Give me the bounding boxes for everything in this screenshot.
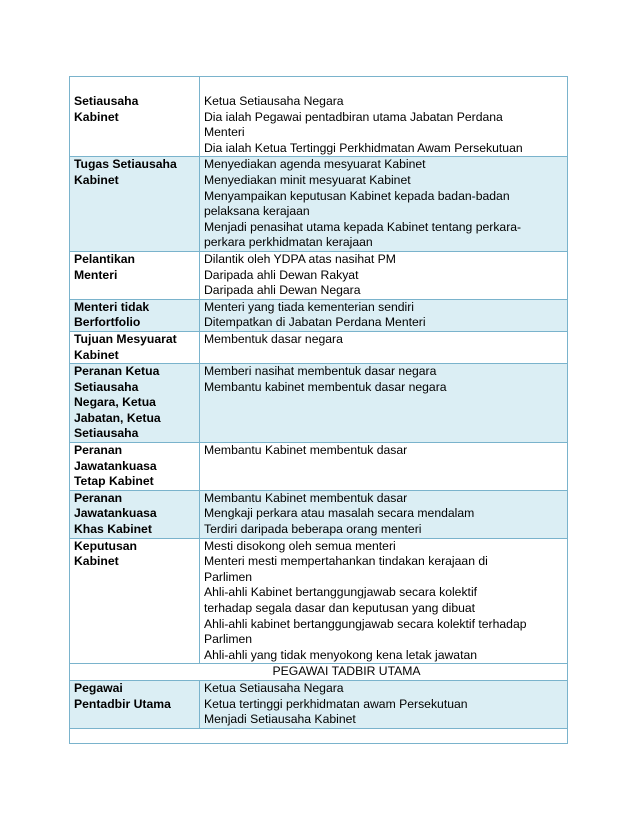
label-line: Berfortfolio [74,315,141,330]
description-line: Menteri yang tiada kementerian sendiri [204,299,415,314]
row-description [200,364,568,443]
description-line: Menteri [204,125,245,140]
section-title: PEGAWAI TADBIR UTAMA [70,664,568,681]
description-line: Menteri mesti mempertahankan tindakan kerajaan di [204,554,488,569]
label-line: Pegawai [74,680,123,695]
description-line: Dia ialah Ketua Tertinggi Perkhidmatan Awam Persekutuan [204,140,523,155]
description-line: Ketua Setiausaha Negara [204,94,344,108]
description-line: pelaksana kerajaan [204,204,310,219]
table-row [70,490,568,538]
row-description [200,77,568,157]
row-description [200,299,568,331]
description-line: Ahli-ahli yang tidak menyokong kena letak jawatan [204,647,478,662]
row-label [70,331,200,363]
label-line: Kabinet [74,109,119,124]
label-line: Setiausaha [74,379,139,394]
description-line: Terdiri daripada beberapa orang menteri [204,522,422,537]
row-label [70,538,200,664]
description-line: Ketua tertinggi perkhidmatan awam Persekutuan [204,696,468,711]
table-row [70,77,568,157]
row-description [200,490,568,538]
cabinet-notes-table [69,76,568,744]
description-line: Memberi nasihat membentuk dasar negara [204,364,437,379]
label-line: Peranan [74,443,123,458]
label-line: Peranan [74,490,123,505]
description-line: Dia ialah Pegawai pentadbiran utama Jabatan Perdana [204,109,503,124]
label-line: Tetap Kabinet [74,474,154,489]
label-line: Menteri tidak [74,299,150,314]
label-line: Pentadbir Utama [74,696,171,711]
label-line: Negara, Ketua [74,395,156,410]
description-line: Membantu kabinet membentuk dasar negara [204,379,447,394]
row-description [200,331,568,363]
description-line: Menyediakan agenda mesyuarat Kabinet [204,157,426,172]
row-label [70,251,200,299]
description-line: Dilantik oleh YDPA atas nasihat PM [204,251,396,266]
description-line: Daripada ahli Dewan Rakyat [204,267,359,282]
label-line: Kabinet [74,172,119,187]
table-row [70,680,568,728]
table-row [70,331,568,363]
label-line: Jawatankuasa [74,458,157,473]
empty-row [70,728,568,743]
label-line: Khas Kabinet [74,522,152,537]
label-line: Tugas Setiausaha [74,157,177,172]
row-description [200,251,568,299]
table-row [70,538,568,664]
row-description [200,538,568,664]
description-line: Menyampaikan keputusan Kabinet kepada badan-badan [204,188,510,203]
label-line: Kabinet [74,347,119,362]
table-row [70,443,568,491]
description-line: Membantu Kabinet membentuk dasar [204,443,408,458]
label-line: Jawatankuasa [74,506,157,521]
row-label [70,299,200,331]
description-line: Mengkaji perkara atau masalah secara mendalam [204,506,475,521]
label-line: Jabatan, Ketua [74,410,161,425]
row-label [70,443,200,491]
description-line: perkara perkhidmatan kerajaan [204,235,373,250]
description-line: Mesti disokong oleh semua menteri [204,538,396,553]
row-label [70,77,200,157]
label-line: Kabinet [74,554,119,569]
table-row [70,299,568,331]
description-line: Membentuk dasar negara [204,331,343,346]
row-label [70,157,200,252]
row-label [70,364,200,443]
description-line: Parlimen [204,632,253,647]
description-line: Ahli-ahli Kabinet bertanggungjawab secara kolektif [204,585,478,600]
description-line: Menjadi Setiausaha Kabinet [204,712,356,727]
description-line: Ketua Setiausaha Negara [204,680,344,695]
description-line: Ditempatkan di Jabatan Perdana Menteri [204,315,426,330]
row-label [70,490,200,538]
table-row [70,157,568,252]
description-line: Menyediakan minit mesyuarat Kabinet [204,172,411,187]
label-line: Peranan Ketua [74,364,160,379]
label-line: Pelantikan [74,251,135,266]
empty-cell [70,728,568,743]
description-line: Menjadi penasihat utama kepada Kabinet tentang perkara- [204,219,522,234]
label-line: Keputusan [74,538,137,553]
row-description [200,680,568,728]
description-line: terhadap segala dasar dan keputusan yang dibuat [204,601,476,615]
row-description [200,157,568,252]
label-line: Setiausaha [74,426,139,441]
table-row [70,364,568,443]
label-line: Menteri [74,267,118,282]
label-line: Setiausaha [74,94,139,108]
row-description [200,443,568,491]
description-line: Ahli-ahli kabinet bertanggungjawab secara kolektif terhadap [204,616,527,631]
description-line: Daripada ahli Dewan Negara [204,283,361,298]
table-row [70,251,568,299]
description-line: Parlimen [204,569,253,584]
label-line: Tujuan Mesyuarat [74,331,177,346]
description-line: Membantu Kabinet membentuk dasar [204,490,408,505]
section-header-row [70,664,568,681]
row-label [70,680,200,728]
